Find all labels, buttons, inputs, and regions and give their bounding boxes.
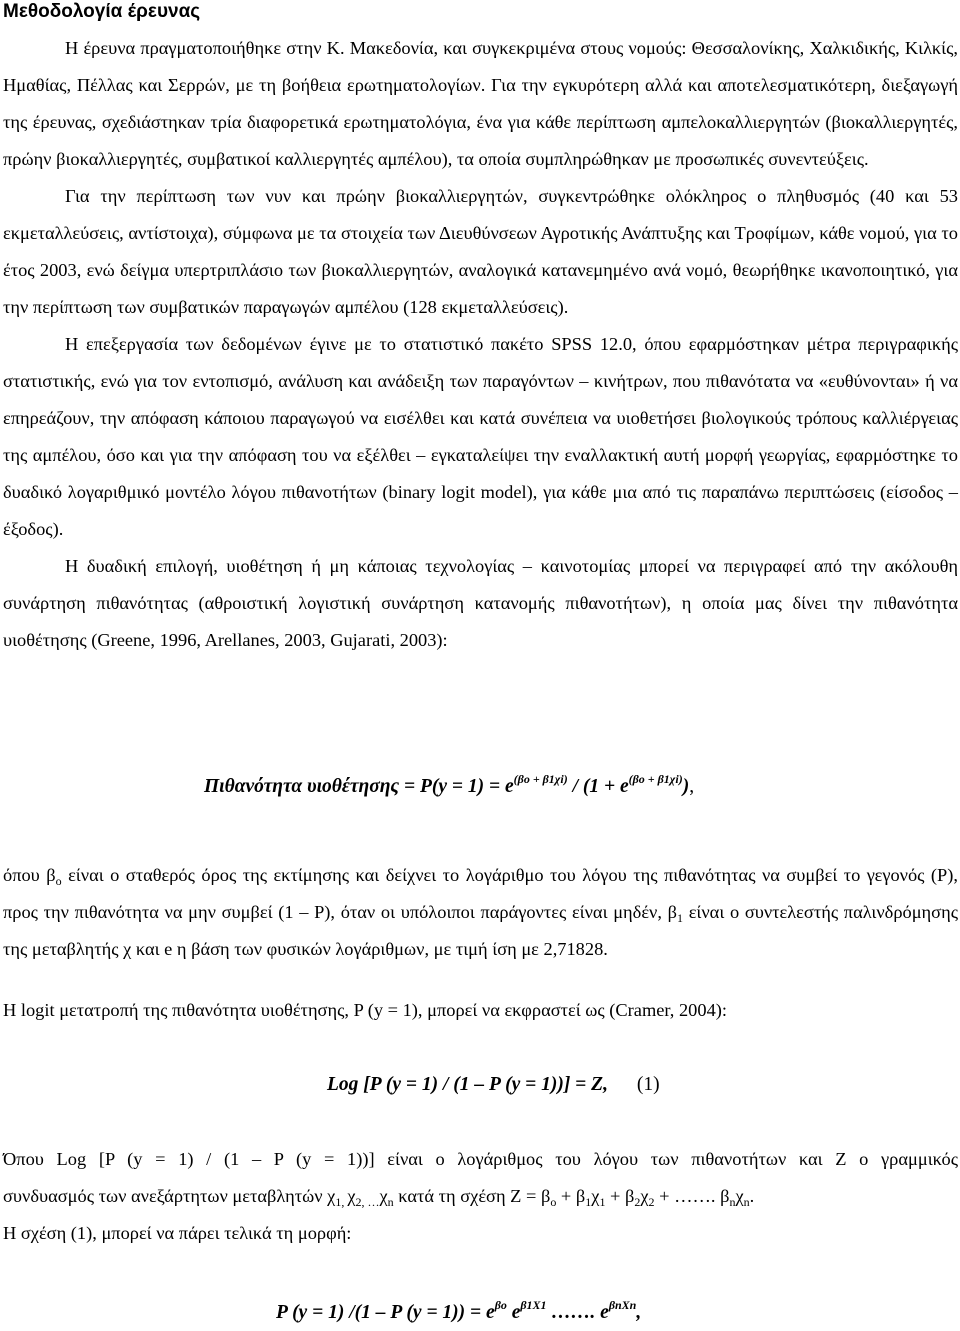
p7-sub-7: 2 xyxy=(634,1195,641,1209)
paragraph-7-line-2 xyxy=(3,1184,958,1208)
formula-3-end: , xyxy=(636,1302,642,1323)
paragraph-2: Για την περίπτωση των νυν και πρώην βιοκαλλιεργητών, συγκεντρώθηκε ολόκληρος ο πληθυσμός (40 και 53 εκμεταλλεύσεις, αντίστοιχα), σύμφωνα με τα στοιχεία των Διευθύνσεων Αγροτικής Ανάπτυξης και Τροφίμων, κάθε νομού, για το έτος 2003, ενώ δείγμα υπερτριπλάσιο των βιοκαλλιεργητών, αναλογικά κατανεμημένο ανά νομό, θεωρήθηκε ικανοποιητικό, για την περίπτωση των συμβατικών παραγωγών αμπέλου (128 εκμεταλλεύσεις). xyxy=(3,186,958,317)
formula-logit xyxy=(327,1074,660,1096)
paragraph-6: Η logit μετατροπή της πιθανότητα υιοθέτησης, P (y = 1), μπορεί να εκφραστεί ως (Cramer, 2004): xyxy=(3,1000,728,1020)
formula-3-exponent-2: β1X1 xyxy=(520,1298,547,1312)
p7-sub-10: n xyxy=(743,1195,750,1209)
formula-3-mid: e xyxy=(506,1302,521,1323)
p7-sub-5: 1 xyxy=(585,1195,592,1209)
formula-1-end: ) xyxy=(682,776,690,797)
formula-3-exponent-3: βnXn xyxy=(608,1298,637,1312)
p7-sub-6: 1 xyxy=(599,1195,606,1209)
p7-text-3: χ xyxy=(347,1186,356,1206)
p7-text-8: + β xyxy=(605,1186,635,1206)
formula-1-eq: = P(y = 1) = e xyxy=(399,776,514,797)
formula-adoption-probability xyxy=(204,772,695,798)
formula-3-dots: ……. e xyxy=(546,1302,609,1323)
p5-text-3: είναι ο συντελεστής παλινδρόμησης της μεταβλητής χ και e η βάση των φυσικών λογάριθμων, με τιμή ίση με 2,71828. xyxy=(3,902,958,959)
formula-2-expression: Log [P (y = 1) / (1 – P (y = 1))] = Z, xyxy=(327,1074,608,1095)
p7-text-7: χ xyxy=(591,1186,600,1206)
formula-1-comma: , xyxy=(689,776,695,797)
paragraph-4: Η δυαδική επιλογή, υιοθέτηση ή μη κάποιας τεχνολογίας – καινοτομίας μπορεί να περιγραφεί από την ακόλουθη συνάρτηση πιθανότητας (αθροιστική λογιστική συνάρτηση κατανομής πιθανοτήτων), η οποία μας δίνει την πιθανότητα υιοθέτησης (Greene, 1996, Arellanes, 2003, Gujarati, 2003): xyxy=(3,556,958,650)
p7-text-10: + ……. β xyxy=(654,1186,730,1206)
p7-text-2: συνδυασμός των ανεξάρτητων μεταβλητών χ xyxy=(3,1186,336,1206)
paragraph-3: Η επεξεργασία των δεδομένων έγινε με το στατιστικό πακέτο SPSS 12.0, όπου εφαρμόστηκαν μέτρα περιγραφικής στατιστικής, ενώ για τον εντοπισμό, ανάλυση και ανάδειξη των παραγόντων – κινήτρων, που πιθανότατα να «ευθύνονται» ή να επηρεάζουν, την απόφαση κάποιου παραγωγού να εισέλθει και κατά συνέπεια να υιοθετήσει βιολογικούς τρόπους καλλιέργειας της αμπέλου, όσο και για την απόφαση του να εξέλθει – εγκαταλείψει την εναλλακτική αυτή μορφή γεωργίας, εφαρμόστηκε το δυαδικό λογαριθμικό μοντέλο λόγου πιθανοτήτων (binary logit model), για κάθε μια από τις παραπάνω περιπτώσεις (είσοδος – έξοδος). xyxy=(3,334,958,539)
formula-1-exponent-2: (βο + β1χi) xyxy=(628,772,683,786)
paragraph-5 xyxy=(3,857,958,968)
p5-text-2: είναι ο σταθερός όρος της εκτίμησης και δείχνει το λογάριθμο του λόγου της πιθανότητας να συμβεί το γεγονός (P), προς την πιθανότητα να μην συμβεί (1 – P), όταν οι υπόλοιποι παράγοντες είναι μηδέν, β xyxy=(3,865,958,922)
p7-text-5: κατά τη σχέση Z = β xyxy=(393,1186,551,1206)
formula-1-mid: / (1 + e xyxy=(567,776,629,797)
section-heading: Μεθοδολογία έρευνας xyxy=(3,1,201,22)
paragraph-8: Η σχέση (1), μπορεί να πάρει τελικά τη μορφή: xyxy=(3,1223,352,1243)
p7-text-6: + β xyxy=(556,1186,586,1206)
p7-sub-3: n xyxy=(387,1195,394,1209)
formula-2-number: (1) xyxy=(636,1074,660,1095)
text-block-intro xyxy=(3,30,958,659)
p7-text-9: χ xyxy=(640,1186,649,1206)
p7-text-11: χ xyxy=(735,1186,744,1206)
formula-3-lhs: P (y = 1) /(1 – P (y = 1)) = e xyxy=(276,1302,495,1323)
p7-text-12: . xyxy=(749,1186,755,1206)
p7-sub-2: 2, … xyxy=(355,1195,380,1209)
formula-1-exponent-1: (βο + β1χi) xyxy=(513,772,568,786)
p7-text-4: χ xyxy=(379,1186,388,1206)
formula-3-exponent-1: βο xyxy=(494,1298,507,1312)
p5-sub-1: ο xyxy=(55,874,62,888)
text-block-definitions xyxy=(3,857,958,968)
p7-sub-4: ο xyxy=(550,1195,557,1209)
paragraph-1: Η έρευνα πραγματοποιήθηκε στην Κ. Μακεδονία, και συγκεκριμένα στους νομούς: Θεσσαλονίκης, Χαλκιδικής, Κιλκίς, Ημαθίας, Πέλλας και Σερρών, με τη βοήθεια ερωτηματολογίων. Για την εγκυρότερη αλλά και αποτελεσματικότερη, διεξαγωγή της έρευνας, σχεδιάστηκαν τρία διαφορετικά ερωτηματολόγια, ένα για κάθε περίπτωση αμπελοκαλλιεργητών (βιοκαλλιεργητές, πρώην βιοκαλλιεργητές, συμβατικοί καλλιεργητές αμπέλου), τα οποία συμπληρώθηκαν με προσωπικές συνεντεύξεις. xyxy=(3,38,958,169)
p7-sub-1: 1, xyxy=(335,1195,348,1209)
formula-1-lhs: Πιθανότητα υιοθέτησης xyxy=(204,776,400,797)
p5-sub-2: 1 xyxy=(677,911,684,925)
p5-text-1: όπου β xyxy=(3,865,56,885)
formula-odds-product xyxy=(276,1298,642,1324)
paragraph-7-line-1: Όπου Log [P (y = 1) / (1 – P (y = 1))] είναι ο λογάριθμος του λόγου των πιθανοτήτων και Z ο γραμμικός xyxy=(3,1149,958,1169)
p7-sub-8: 2 xyxy=(648,1195,655,1209)
p7-sub-9: n xyxy=(729,1195,736,1209)
